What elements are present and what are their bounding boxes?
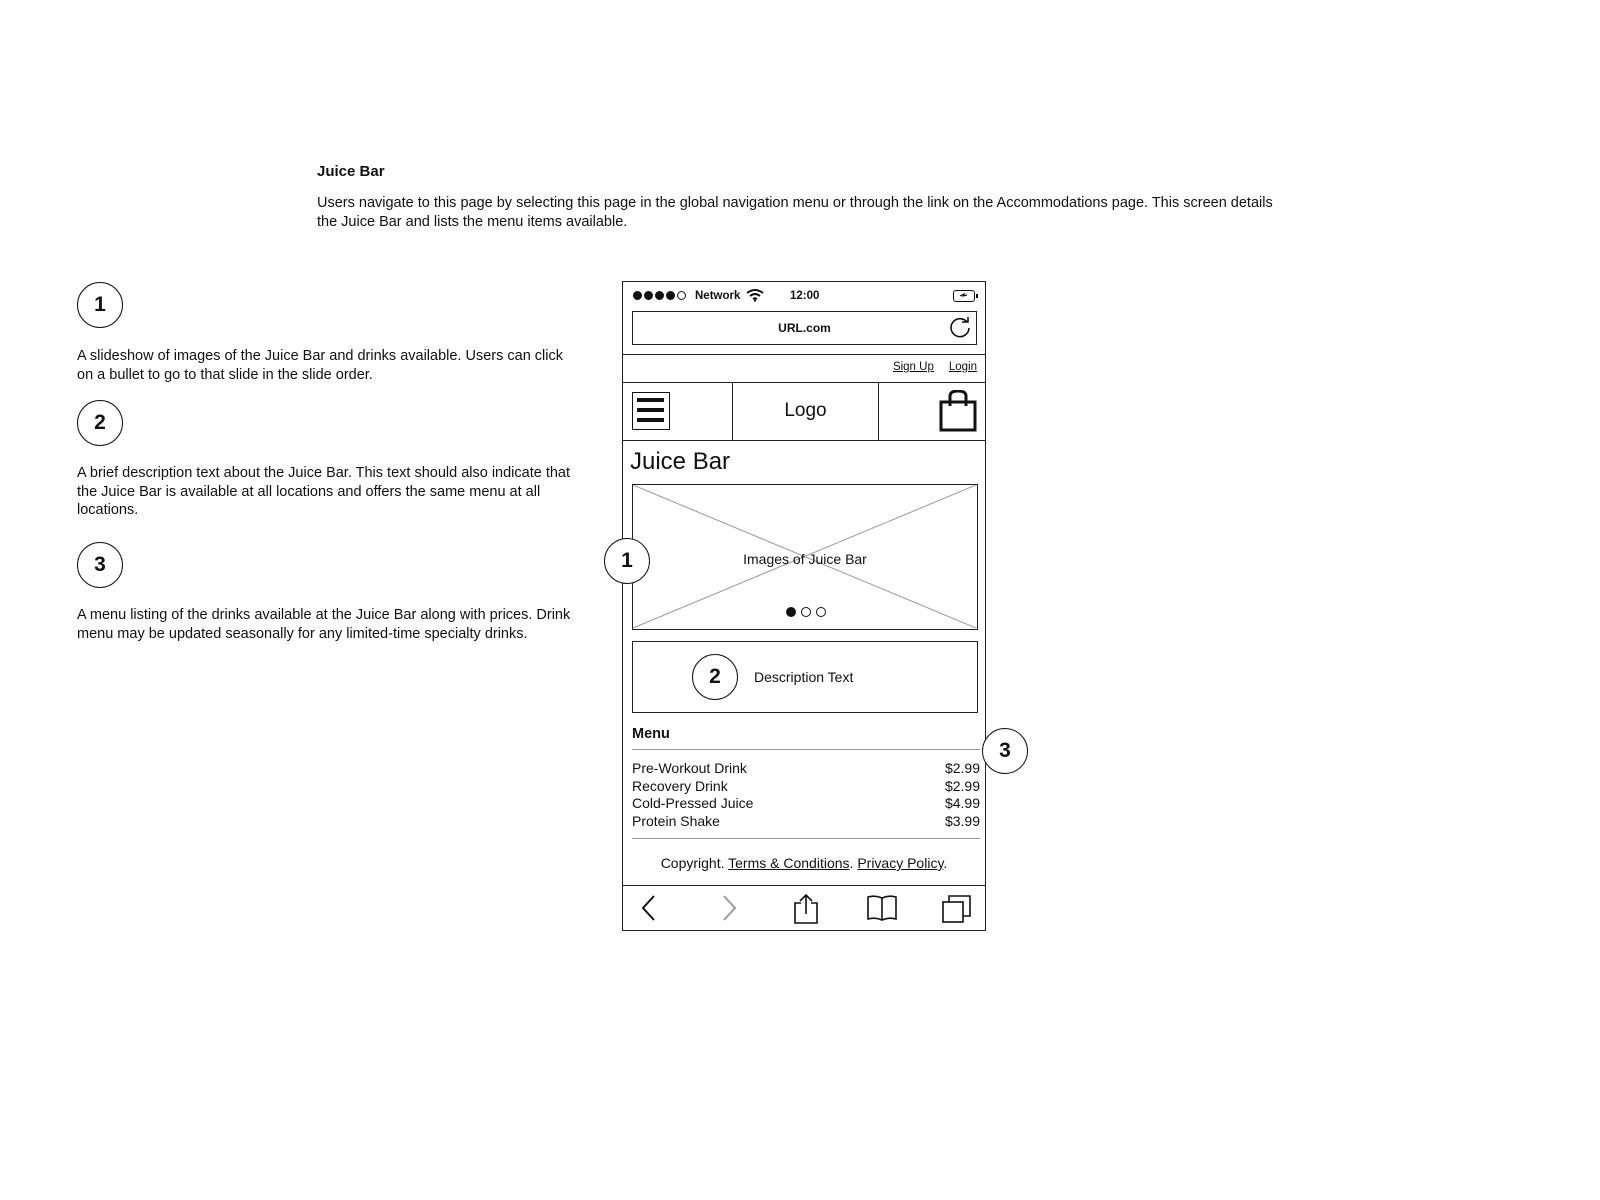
status-bar [623, 282, 985, 310]
annotation-marker-1: 1 [77, 282, 123, 328]
slide-bullet-2[interactable] [801, 607, 811, 617]
menu-item-name: Pre-Workout Drink [632, 760, 747, 776]
reload-icon[interactable] [948, 316, 972, 340]
divider [632, 749, 980, 750]
page-title: Juice Bar [630, 448, 731, 475]
url-bar[interactable] [632, 311, 977, 345]
divider [878, 383, 879, 440]
annotation-marker-3-inline: 3 [982, 728, 1028, 774]
divider [632, 838, 980, 839]
copyright-text: Copyright. [660, 855, 725, 871]
slideshow-label: Images of Juice Bar [743, 551, 867, 567]
login-link[interactable]: Login [948, 361, 977, 373]
annotation-text-3: A menu listing of the drinks available at the Juice Bar along with prices. Drink menu may be updated seasonally for any limited-time specialty drinks. [77, 607, 571, 642]
url-text: URL.com [778, 321, 831, 335]
shopping-bag-icon[interactable] [939, 390, 977, 432]
menu-item [632, 813, 980, 831]
network-label: Network [695, 290, 741, 302]
menu-item-name: Cold-Pressed Juice [632, 795, 754, 811]
share-icon[interactable] [793, 894, 819, 924]
account-links [893, 361, 977, 373]
phone-wireframe [622, 281, 986, 931]
site-footer: Copyright. Terms & Conditions. Privacy Policy. [660, 855, 948, 871]
annotation-text-1: A slideshow of images of the Juice Bar and drinks available. Users can click on a bullet to go to that slide in the slide order. [77, 348, 563, 383]
annotation-marker-1-inline: 1 [604, 538, 650, 584]
hamburger-icon[interactable] [632, 392, 670, 430]
doc-intro: Users navigate to this page by selecting this page in the global navigation menu or through the link on the Accommodations page. This screen details the Juice Bar and lists the menu items available. [317, 195, 1273, 230]
privacy-link[interactable]: Privacy Policy [857, 855, 944, 871]
slideshow[interactable] [632, 484, 978, 630]
slide-bullet-1[interactable] [786, 607, 796, 617]
menu-item [632, 778, 980, 796]
description-box [632, 641, 978, 713]
site-header [623, 383, 985, 440]
status-time: 12:00 [790, 290, 820, 302]
menu-item-name: Protein Shake [632, 812, 720, 829]
logo[interactable]: Logo [784, 400, 827, 421]
divider [623, 440, 985, 441]
slide-bullet-3[interactable] [816, 607, 826, 617]
signup-link[interactable]: Sign Up [892, 361, 934, 373]
description-text: Description Text [754, 669, 854, 685]
browser-toolbar [623, 886, 985, 930]
menu-item-price: $4.99 [944, 795, 980, 811]
menu-item-name: Recovery Drink [632, 777, 728, 794]
doc-title: Juice Bar [317, 163, 385, 180]
tabs-icon[interactable] [942, 894, 972, 924]
forward-icon[interactable] [719, 894, 739, 922]
annotation-marker-2: 2 [77, 400, 123, 446]
bookmarks-icon[interactable] [866, 894, 898, 922]
menu-item-price: $3.99 [944, 812, 980, 829]
signal-strength-icon [633, 291, 686, 300]
menu-item [632, 760, 980, 778]
menu-heading: Menu [632, 726, 670, 742]
menu-item [632, 795, 980, 813]
terms-link[interactable]: Terms & Conditions [728, 855, 850, 871]
annotation-marker-2-inline: 2 [692, 654, 738, 700]
wifi-icon [746, 288, 764, 302]
annotation-text-2: A brief description text about the Juice Bar. This text should also indicate that the Juice Bar is available at all locations and offers the same menu at all locations. [77, 465, 571, 518]
annotation-marker-3: 3 [77, 542, 123, 588]
menu-item-price: $2.99 [944, 777, 980, 794]
divider [623, 354, 985, 355]
menu-item-price: $2.99 [944, 760, 980, 776]
menu-list [632, 760, 980, 830]
back-icon[interactable] [639, 894, 659, 922]
slideshow-bullets [786, 607, 826, 617]
battery-icon [953, 290, 975, 302]
